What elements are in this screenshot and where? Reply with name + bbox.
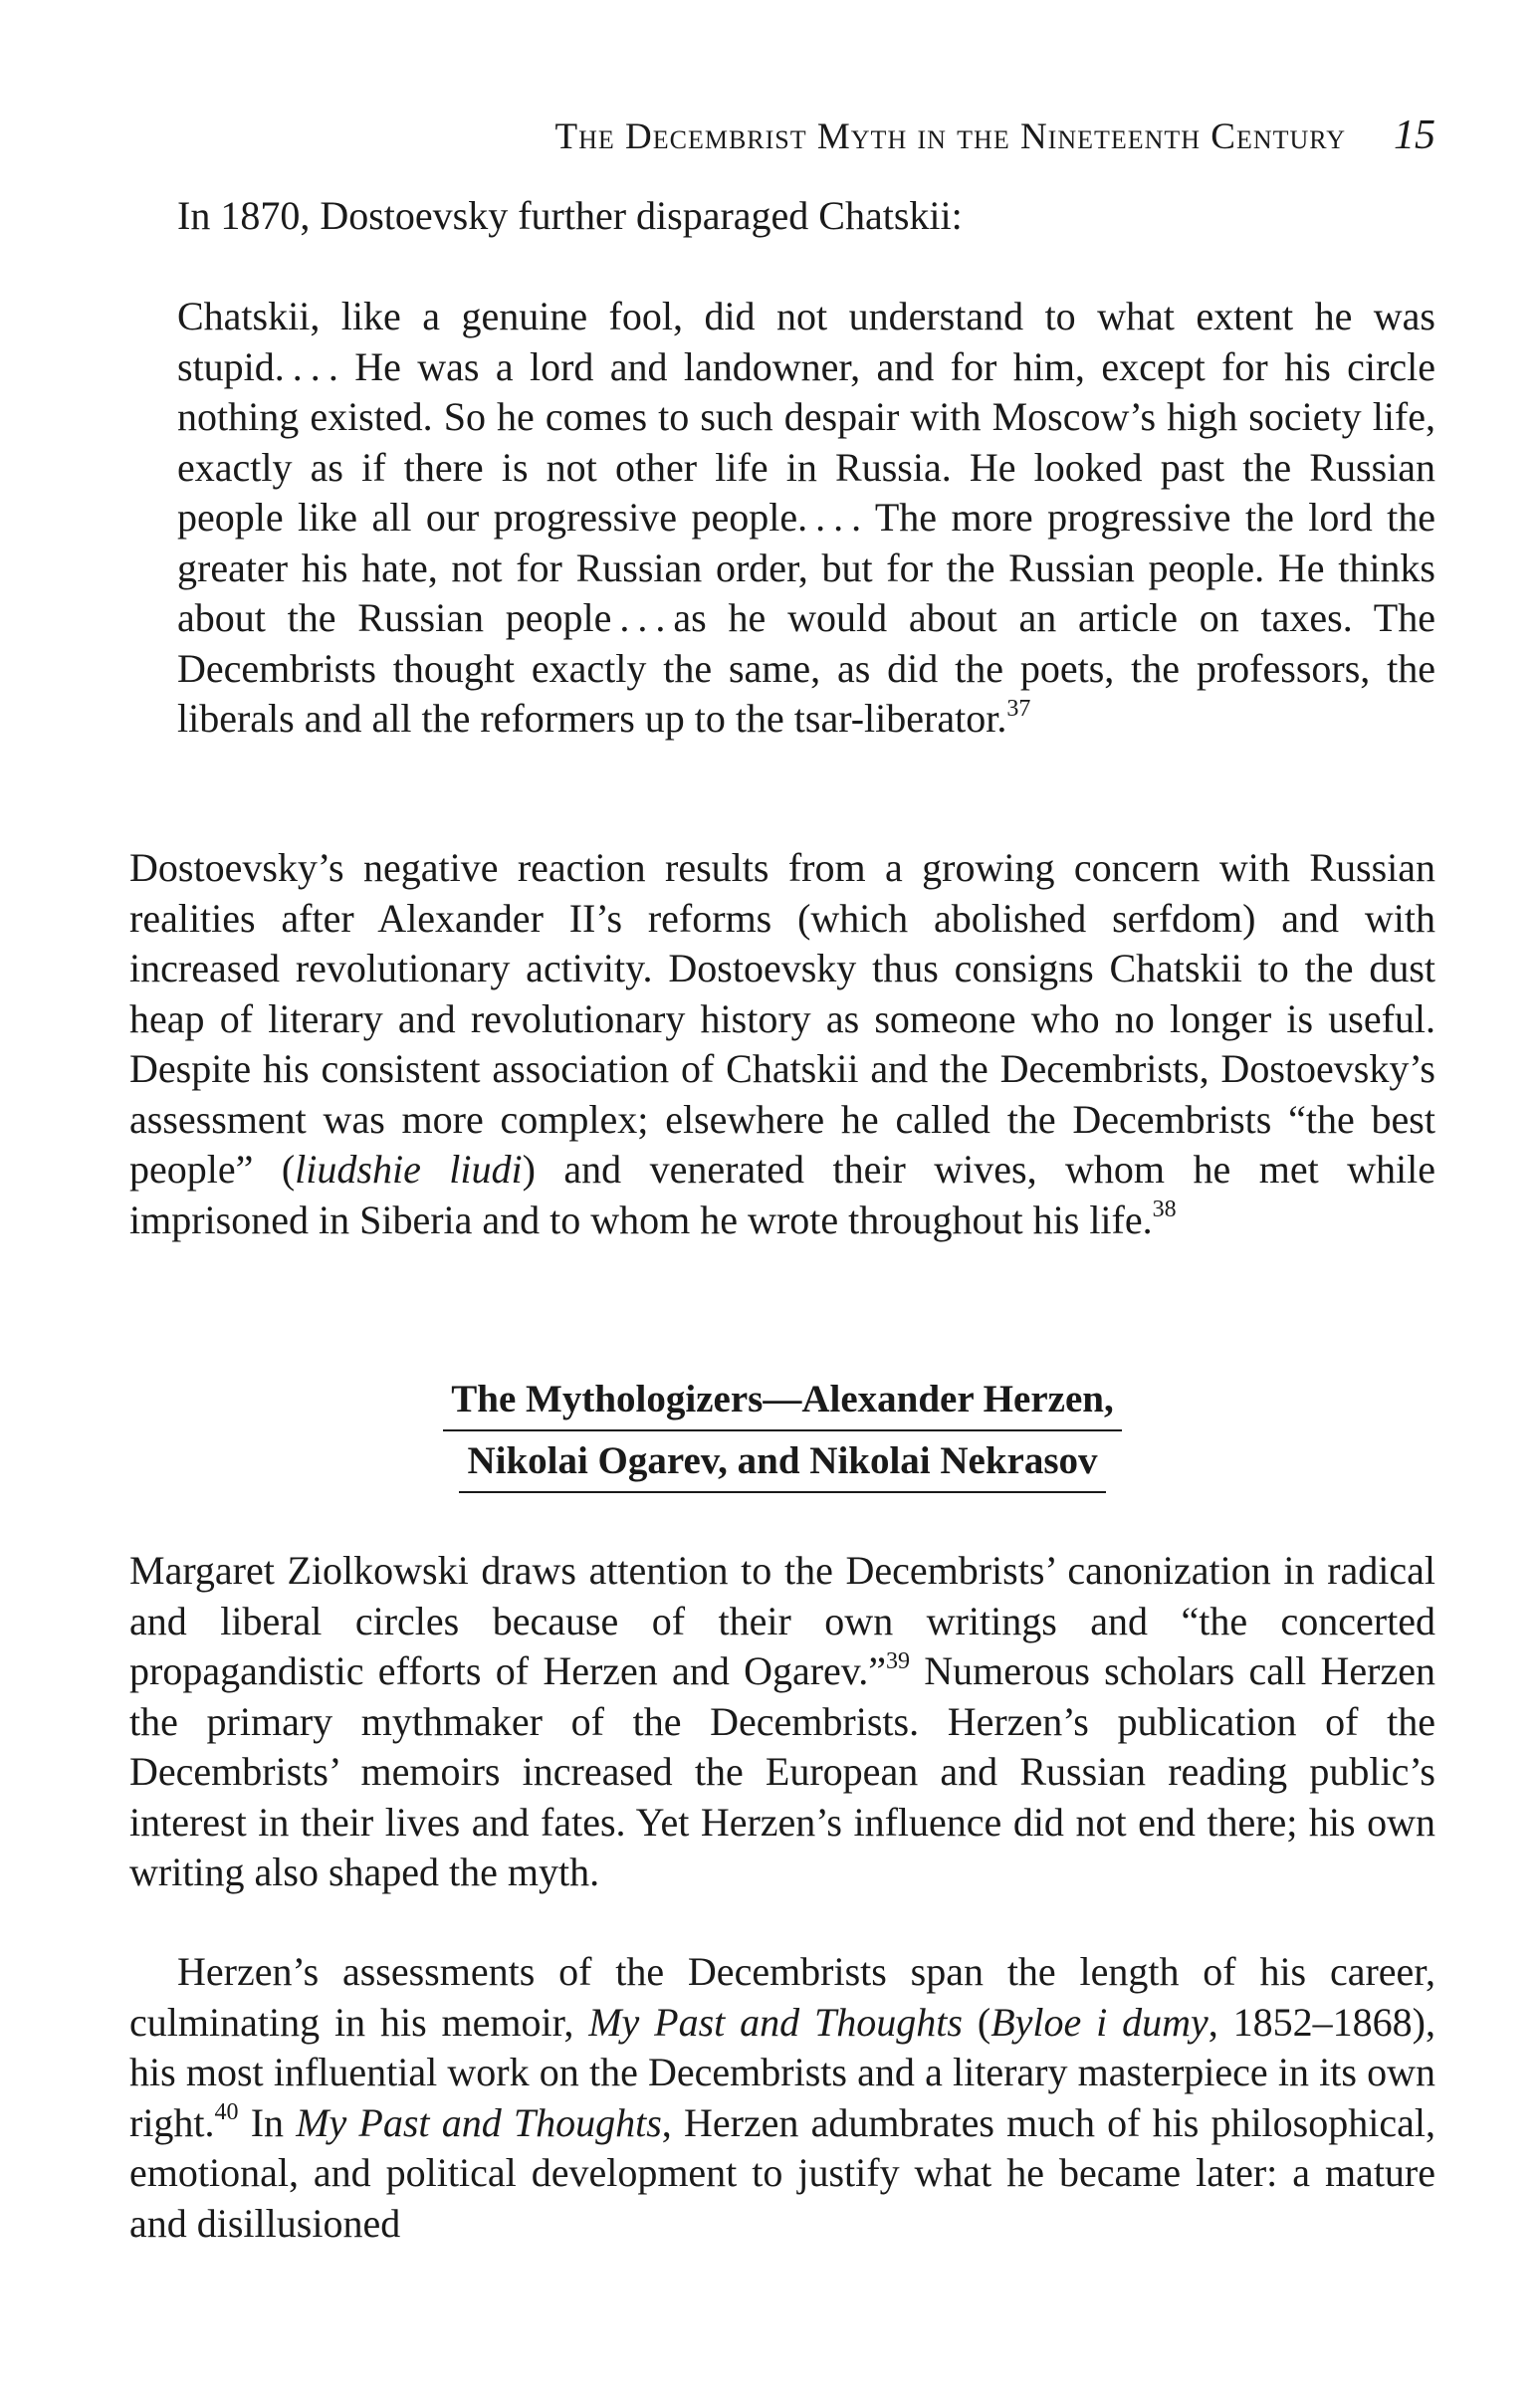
- paragraph-text: , 1852–1868), his most influential work on the Decembrists and a literary masterpiece in its own right.: [129, 1999, 1435, 2145]
- running-head: [129, 111, 1435, 159]
- footnote-ref-39: 39: [885, 1647, 910, 1674]
- paragraph-ziolkowski: [129, 1546, 1435, 1898]
- paragraph-herzen-assessments: [129, 1947, 1435, 2249]
- page-number: 15: [1394, 112, 1435, 158]
- section-heading-line-1: The Mythologizers—Alexander Herzen,: [443, 1374, 1121, 1431]
- italic-title: My Past and Thoughts: [296, 2099, 662, 2145]
- paragraph-dostoevsky-reaction: [129, 843, 1435, 1245]
- section-heading: [129, 1374, 1435, 1497]
- footnote-ref-37: 37: [1006, 695, 1031, 722]
- italic-title: Byloe i dumy: [990, 1999, 1209, 2045]
- footnote-ref-40: 40: [214, 2099, 239, 2126]
- paragraph-text: (: [962, 1999, 991, 2045]
- paragraph-text: Numerous scholars call Herzen the primary mythmaker of the Decembrists. Herzen’s publication of the Decembrists’ memoirs increased the European and Russian reading public’s interest in their lives and fates. Yet Herzen’s influence did not end there; his own writing also shaped the myth.: [129, 1648, 1435, 1894]
- paragraph-text: Dostoevsky’s negative reaction results from a growing concern with Russian realities after Alexander II’s reforms (which abolished serfdom) and with increased revolutionary activity. Dostoevsky thus consigns Chatskii to the dust heap of literary and revolutionary history as someone who no longer is useful. Despite his consistent association of Chatskii and the Decembrists, Dostoevsky’s assessment was more complex; elsewhere he called the Decembrists “the best people” (: [129, 845, 1435, 1192]
- book-page: [129, 0, 1435, 2398]
- paragraph-text: , Herzen adumbrates much of his philosophical, emotional, and political development to justify what he became later: a mature and disillusioned: [129, 2099, 1435, 2246]
- paragraph-text: In: [238, 2099, 297, 2145]
- paragraph-text: ) and venerated their wives, whom he met while imprisoned in Siberia and to whom he wrote throughout his life.: [129, 1147, 1436, 1242]
- intro-sentence: In 1870, Dostoevsky further disparaged Chatskii:: [177, 193, 963, 238]
- block-quote-text: Chatskii, like a genuine fool, did not understand to what extent he was stupid. . . . He was a lord and landowner, and for him, except for his circle nothing existed. So he comes to such despair with Moscow’s high society life, exactly as if there is not other life in Russia. He looked past the Russian people like all our progressive people. . . . The more progressive the lord the greater his hate, not for Russian order, but for the Russian people. He thinks about the Russian people . . . as he would about an article on taxes. The Decembrists thought exactly the same, as did the poets, the professors, the liberals and all the reformers up to the tsar-liberator.: [177, 294, 1435, 741]
- block-quote: [177, 292, 1435, 745]
- italic-term: liudshie liudi: [295, 1147, 523, 1192]
- italic-title: My Past and Thoughts: [588, 1999, 963, 2045]
- running-title: The Decembrist Myth in the Nineteenth Century: [554, 116, 1346, 157]
- footnote-ref-38: 38: [1152, 1197, 1177, 1223]
- section-heading-line-2: Nikolai Ogarev, and Nikolai Nekrasov: [459, 1435, 1105, 1493]
- paragraph-text: Margaret Ziolkowski draws attention to the Decembrists’ canonization in radical and liberal circles because of their own writings and “the concerted propagandistic efforts of Herzen and Ogarev.”: [129, 1548, 1435, 1693]
- paragraph-text: Herzen’s assessments of the Decembrists span the length of his career, culminating in his memoir,: [129, 1949, 1435, 2045]
